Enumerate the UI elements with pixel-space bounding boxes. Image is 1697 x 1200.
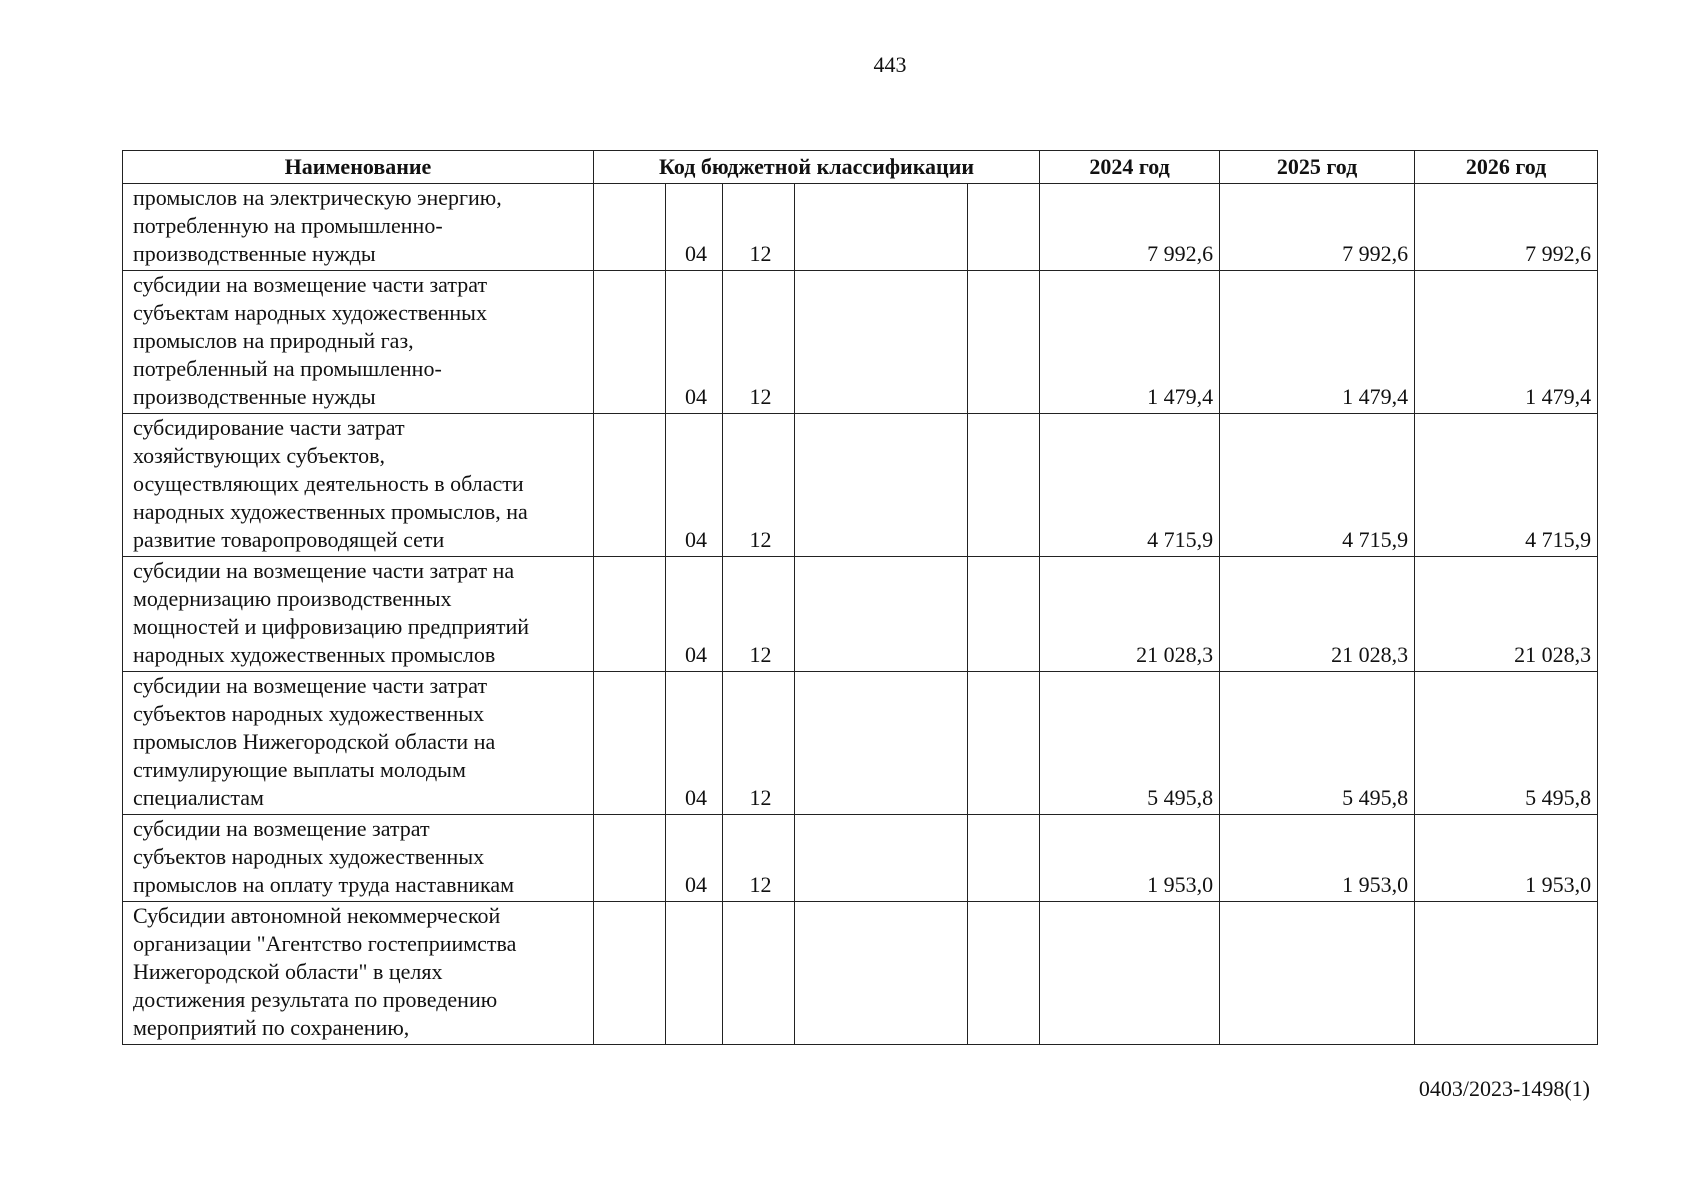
- row-value-2024: 1 479,4: [1040, 271, 1220, 414]
- header-name: Наименование: [123, 151, 594, 184]
- row-value-2026: 5 495,8: [1415, 672, 1598, 815]
- table-row: [123, 271, 1598, 414]
- row-code-cell-4: [795, 414, 968, 557]
- row-value-2026: 7 992,6: [1415, 184, 1598, 271]
- row-code-cell-3: 12: [723, 815, 795, 902]
- row-code-cell-3: [723, 902, 795, 1045]
- row-name-cell: субсидии на возмещение части затрат субъектов народных художественных промыслов Нижегородской области на стимулирующие выплаты молодым специалистам: [123, 672, 594, 815]
- row-value-2024: 7 992,6: [1040, 184, 1220, 271]
- document-code: 0403/2023-1498(1): [1418, 1076, 1590, 1101]
- row-code-cell-3: 12: [723, 672, 795, 815]
- header-2024: 2024 год: [1040, 151, 1220, 184]
- row-code-cell-4: [795, 902, 968, 1045]
- row-value-2026: 1 953,0: [1415, 815, 1598, 902]
- row-code-cell-5: [968, 902, 1040, 1045]
- row-code-cell-1: [594, 557, 666, 672]
- row-code-cell-3: 12: [723, 557, 795, 672]
- row-name-cell: субсидирование части затрат хозяйствующих субъектов, осуществляющих деятельность в области народных художественных промыслов, на развитие товаропроводящей сети: [123, 414, 594, 557]
- table-row: [123, 557, 1598, 672]
- row-code-cell-5: [968, 815, 1040, 902]
- row-name-cell: субсидии на возмещение части затрат на модернизацию производственных мощностей и цифровизацию предприятий народных художественных промыслов: [123, 557, 594, 672]
- row-value-2025: [1220, 902, 1415, 1045]
- row-code-cell-2: 04: [666, 414, 723, 557]
- row-value-2024: 21 028,3: [1040, 557, 1220, 672]
- budget-table: [122, 150, 1598, 1045]
- row-code-cell-1: [594, 902, 666, 1045]
- row-code-cell-4: [795, 815, 968, 902]
- row-value-2025: 1 479,4: [1220, 271, 1415, 414]
- row-code-cell-3: 12: [723, 414, 795, 557]
- row-code-cell-1: [594, 414, 666, 557]
- table-row: [123, 815, 1598, 902]
- table-row: [123, 672, 1598, 815]
- row-code-cell-5: [968, 414, 1040, 557]
- row-code-cell-2: 04: [666, 271, 723, 414]
- row-name-cell: промыслов на электрическую энергию, потребленную на промышленно- производственные нужды: [123, 184, 594, 271]
- row-code-cell-4: [795, 184, 968, 271]
- row-value-2024: 5 495,8: [1040, 672, 1220, 815]
- row-value-2025: 1 953,0: [1220, 815, 1415, 902]
- row-code-cell-2: 04: [666, 557, 723, 672]
- row-code-cell-4: [795, 672, 968, 815]
- table-header-row: [123, 151, 1598, 184]
- row-value-2026: 21 028,3: [1415, 557, 1598, 672]
- row-value-2025: 7 992,6: [1220, 184, 1415, 271]
- row-code-cell-4: [795, 557, 968, 672]
- row-code-cell-2: 04: [666, 672, 723, 815]
- row-name-cell: субсидии на возмещение части затрат субъектам народных художественных промыслов на природный газ, потребленный на промышленно- производственные нужды: [123, 271, 594, 414]
- row-code-cell-2: 04: [666, 184, 723, 271]
- page-number: 443: [873, 52, 907, 77]
- row-code-cell-1: [594, 271, 666, 414]
- row-value-2026: 4 715,9: [1415, 414, 1598, 557]
- header-2026: 2026 год: [1415, 151, 1598, 184]
- row-code-cell-2: [666, 902, 723, 1045]
- row-name-cell: субсидии на возмещение затрат субъектов народных художественных промыслов на оплату труда наставникам: [123, 815, 594, 902]
- row-code-cell-1: [594, 672, 666, 815]
- row-code-cell-1: [594, 184, 666, 271]
- row-name-cell: Субсидии автономной некоммерческой организации "Агентство гостеприимства Нижегородской области" в целях достижения результата по проведению мероприятий по сохранению,: [123, 902, 594, 1045]
- table-row: [123, 414, 1598, 557]
- row-value-2025: 5 495,8: [1220, 672, 1415, 815]
- header-budget-code: Код бюджетной классификации: [594, 151, 1040, 184]
- table-row: [123, 902, 1598, 1045]
- row-code-cell-2: 04: [666, 815, 723, 902]
- row-value-2025: 4 715,9: [1220, 414, 1415, 557]
- row-code-cell-5: [968, 557, 1040, 672]
- row-value-2026: [1415, 902, 1598, 1045]
- row-code-cell-3: 12: [723, 184, 795, 271]
- header-2025: 2025 год: [1220, 151, 1415, 184]
- table-row: [123, 184, 1598, 271]
- row-value-2024: 4 715,9: [1040, 414, 1220, 557]
- row-code-cell-4: [795, 271, 968, 414]
- row-code-cell-5: [968, 184, 1040, 271]
- row-code-cell-1: [594, 815, 666, 902]
- table-body: [123, 184, 1598, 1045]
- row-value-2024: [1040, 902, 1220, 1045]
- row-code-cell-5: [968, 271, 1040, 414]
- row-code-cell-5: [968, 672, 1040, 815]
- row-code-cell-3: 12: [723, 271, 795, 414]
- row-value-2025: 21 028,3: [1220, 557, 1415, 672]
- row-value-2024: 1 953,0: [1040, 815, 1220, 902]
- row-value-2026: 1 479,4: [1415, 271, 1598, 414]
